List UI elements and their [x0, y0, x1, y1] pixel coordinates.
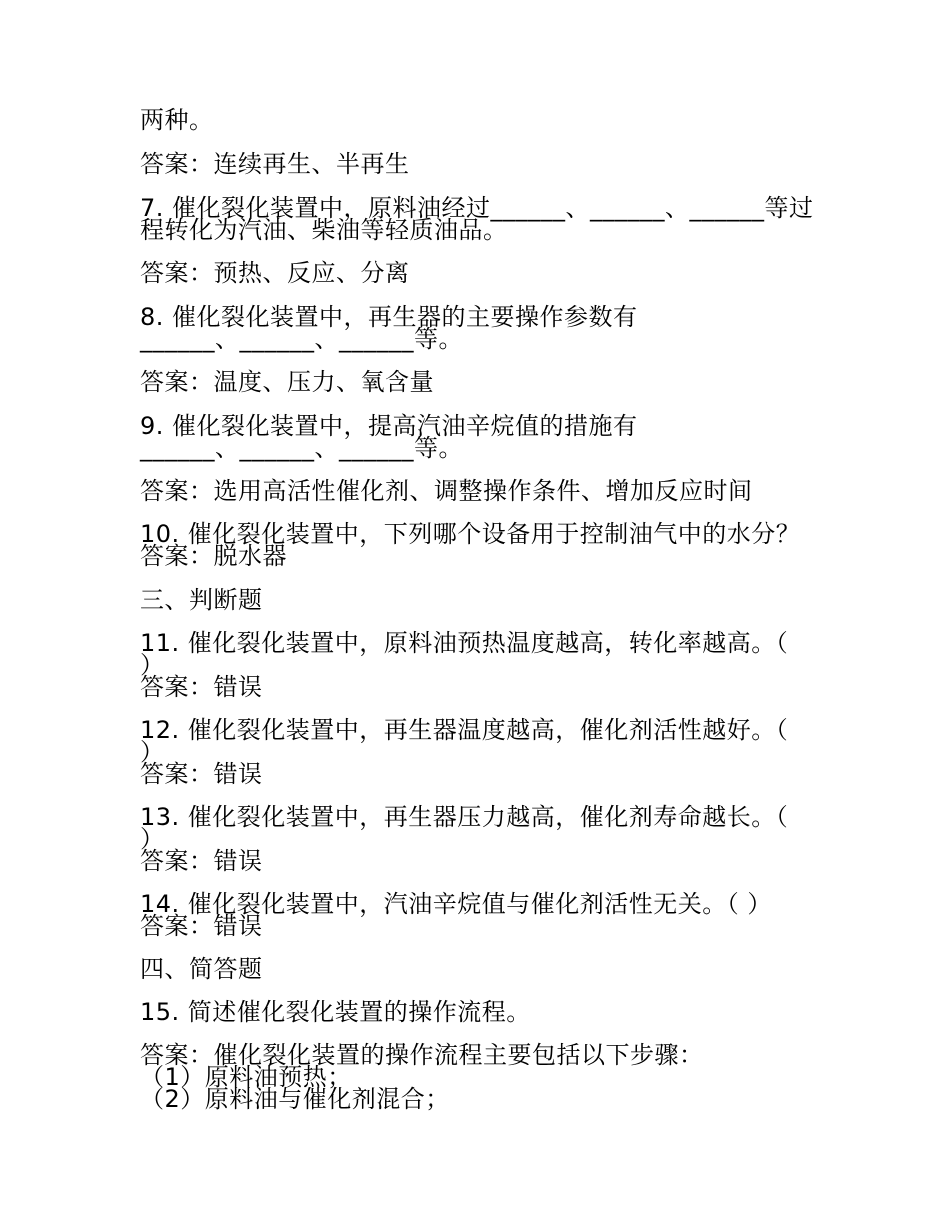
- question-line: 10. 催化裂化装置中，下列哪个设备用于控制油气中的水分？: [140, 520, 801, 548]
- section-heading: 四、简答题: [140, 955, 263, 983]
- question-line: 7. 催化裂化装置中，原料油经过______、______、______等过: [140, 194, 814, 222]
- answer-line: 答案：温度、压力、氧含量: [140, 368, 434, 396]
- answer-step: （2）原料油与催化剂混合；: [140, 1085, 450, 1113]
- question-line: 11. 催化裂化装置中，原料油预热温度越高，转化率越高。（: [140, 629, 789, 657]
- text-line: 两种。: [140, 106, 214, 134]
- question-line: ）: [140, 651, 165, 679]
- answer-line: 答案：错误: [140, 847, 263, 875]
- question-line: 12. 催化裂化装置中，再生器温度越高，催化剂活性越好。（: [140, 716, 789, 744]
- answer-line: 答案：催化裂化装置的操作流程主要包括以下步骤：: [140, 1041, 704, 1069]
- answer-line: 答案：错误: [140, 673, 263, 701]
- answer-step: （1）原料油预热；: [140, 1063, 352, 1091]
- question-line: ______、______、______等。: [140, 434, 463, 462]
- question-line: 9. 催化裂化装置中，提高汽油辛烷值的措施有: [140, 412, 638, 440]
- answer-line: 答案：脱水器: [140, 542, 287, 570]
- answer-line: 答案：连续再生、半再生: [140, 150, 410, 178]
- question-line: 8. 催化裂化装置中，再生器的主要操作参数有: [140, 303, 638, 331]
- question-line: ）: [140, 738, 165, 766]
- question-line: ）: [140, 825, 165, 853]
- question-line: ______、______、______等。: [140, 325, 463, 353]
- answer-line: 答案：错误: [140, 912, 263, 940]
- answer-line: 答案：错误: [140, 760, 263, 788]
- question-line: 程转化为汽油、柴油等轻质油品。: [140, 216, 508, 244]
- answer-line: 答案：预热、反应、分离: [140, 259, 410, 287]
- question-line: 14. 催化裂化装置中，汽油辛烷值与催化剂活性无关。（ ）: [140, 890, 772, 918]
- question-line: 13. 催化裂化装置中，再生器压力越高，催化剂寿命越长。（: [140, 803, 789, 831]
- section-heading: 三、判断题: [140, 586, 263, 614]
- question-line: 15. 简述催化裂化装置的操作流程。: [140, 998, 531, 1026]
- answer-line: 答案：选用高活性催化剂、调整操作条件、增加反应时间: [140, 477, 753, 505]
